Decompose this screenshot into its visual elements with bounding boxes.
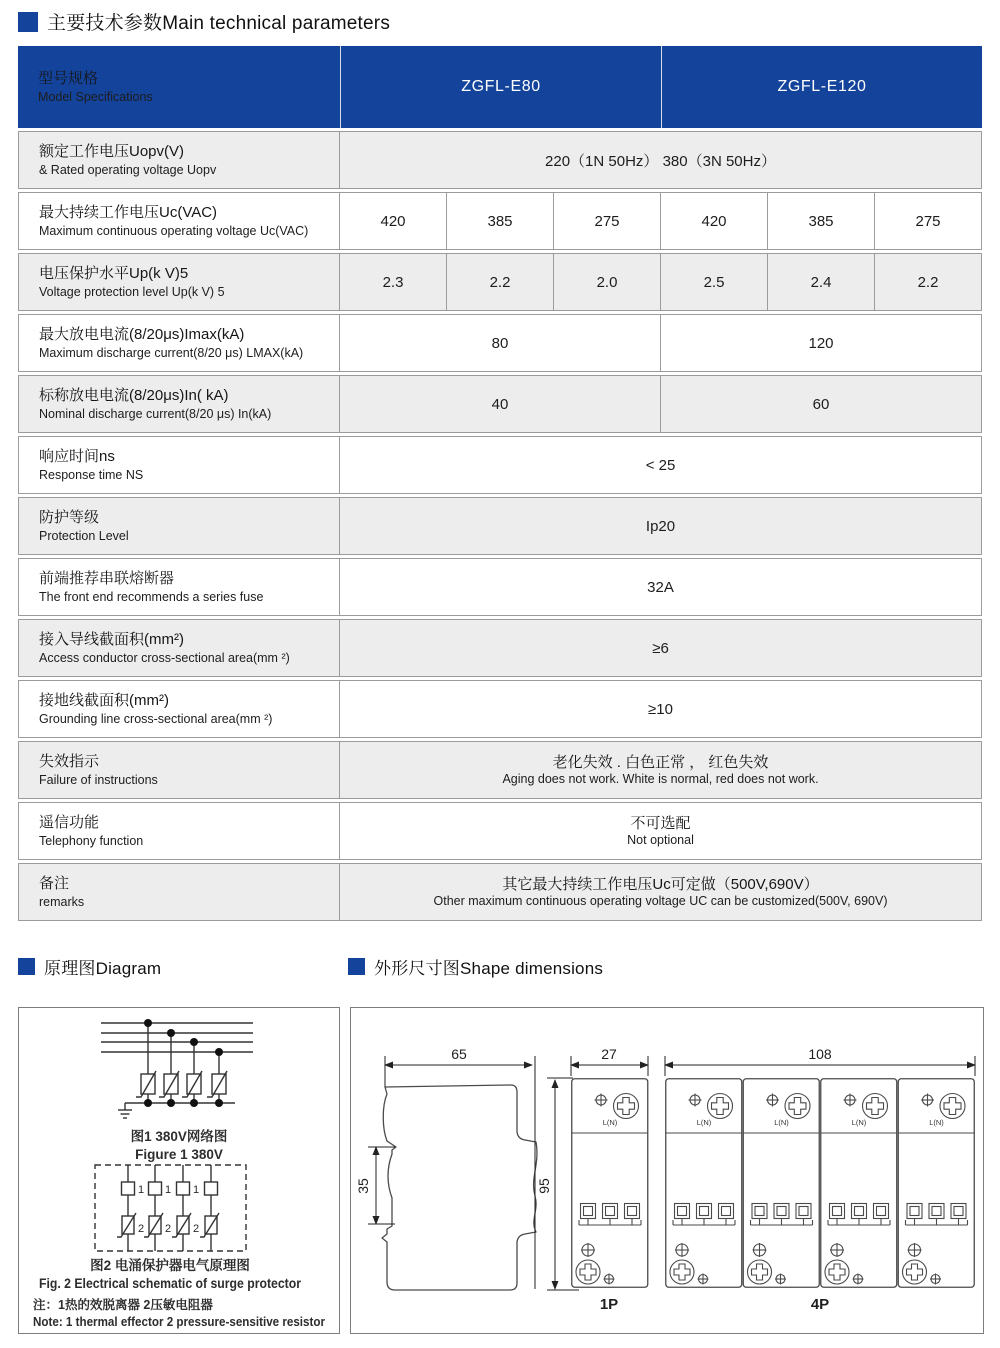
module-4p-1	[666, 1079, 742, 1288]
label-1p: 1P	[599, 1296, 619, 1313]
row-value: 385	[768, 192, 875, 250]
svg-text:1: 1	[138, 1184, 145, 1196]
varistor-icon	[136, 1071, 227, 1097]
main-section-title	[18, 8, 982, 35]
table-row	[18, 375, 982, 433]
row-label: 前端推荐串联熔断器 The front end recommends a series fuse	[18, 558, 340, 616]
diagram-note-en: Note: 1 thermal effector 2 pressure-sensitive resistor	[33, 1315, 326, 1329]
svg-text:2: 2	[165, 1223, 172, 1235]
row-value: 120	[661, 314, 982, 372]
table-row	[18, 741, 982, 799]
spec-table	[18, 43, 982, 924]
row-label: 额定工作电压Uopv(V) & Rated operating voltage Uopv	[18, 131, 340, 189]
row-value: 385	[447, 192, 554, 250]
row-value: 275	[875, 192, 982, 250]
table-row	[18, 192, 982, 250]
table-row	[18, 558, 982, 616]
shape-section-title	[348, 954, 982, 979]
side-profile-drawing	[382, 1085, 537, 1290]
table-row	[18, 131, 982, 189]
shape-dimensions-svg: L(N) 65 35 95 27 108 1P 4P	[351, 1008, 983, 1333]
row-value: 80	[340, 314, 661, 372]
table-header-row	[18, 46, 982, 128]
row-value: Ip20	[340, 497, 982, 555]
shape-dimensions-box	[350, 1007, 984, 1334]
page-title: 主要技术参数Main technical parameters	[47, 13, 391, 34]
row-label: 标称放电电流(8/20μs)In( kA) Nominal discharge current(8/20 μs) In(kA)	[18, 375, 340, 433]
row-label: 最大放电电流(8/20μs)Imax(kA) Maximum discharge current(8/20 μs) LMAX(kA)	[18, 314, 340, 372]
row-value: 275	[554, 192, 661, 250]
model-spec-header: 型号规格 Model Specifications	[18, 46, 340, 128]
row-value: 2.5	[661, 253, 768, 311]
table-row	[18, 802, 982, 860]
ground-icon	[118, 1103, 132, 1118]
row-value: 2.4	[768, 253, 875, 311]
row-value: < 25	[340, 436, 982, 494]
figure2-caption-en: Fig. 2 Electrical schematic of surge protector	[39, 1276, 302, 1291]
row-label: 最大持续工作电压Uc(VAC) Maximum continuous operating voltage Uc(VAC)	[18, 192, 340, 250]
row-label: 备注 remarks	[18, 863, 340, 921]
blue-square-bullet-icon	[18, 958, 35, 975]
row-value: 32A	[340, 558, 982, 616]
diagram-note-zh: 注：1热的效脱离器 2压敏电阻器	[33, 1298, 213, 1312]
dim-height-label: 95	[536, 1178, 552, 1194]
table-row	[18, 314, 982, 372]
diagram-section-title	[18, 954, 348, 979]
label-4p: 4P	[810, 1296, 830, 1313]
table-row	[18, 436, 982, 494]
row-value: 2.2	[875, 253, 982, 311]
row-value: ≥6	[340, 619, 982, 677]
diagram-title: 原理图Diagram	[44, 959, 162, 978]
table-row	[18, 619, 982, 677]
figure1-caption-zh: 图1 380V网络图	[130, 1129, 228, 1144]
shape-title: 外形尺寸图Shape dimensions	[374, 959, 604, 978]
dim-1p-width-label: 27	[601, 1046, 617, 1062]
row-value: 420	[340, 192, 447, 250]
table-row	[18, 680, 982, 738]
circuit-diagram-svg	[19, 1008, 339, 1333]
svg-text:2: 2	[138, 1223, 145, 1235]
row-value: 60	[661, 375, 982, 433]
row-value: 不可选配 Not optional	[340, 802, 982, 860]
module-4p-2	[743, 1079, 819, 1288]
row-value: 2.2	[447, 253, 554, 311]
svg-text:1: 1	[193, 1184, 200, 1196]
svg-text:2: 2	[193, 1223, 200, 1235]
row-value: 其它最大持续工作电压Uc可定做（500V,690V） Other maximum continuous operating voltage UC can be customized(500V, 690V)	[340, 863, 982, 921]
circuit-diagram-box	[18, 1007, 340, 1334]
dim-depth-label: 65	[451, 1046, 467, 1062]
figure1-caption-en: Figure 1 380V	[135, 1147, 223, 1162]
blue-square-bullet-icon	[18, 12, 38, 32]
table-row	[18, 863, 982, 921]
row-label: 响应时间ns Response time NS	[18, 436, 340, 494]
row-label: 遥信功能 Telephony function	[18, 802, 340, 860]
dim-clip-label: 35	[355, 1178, 371, 1194]
row-value: 40	[340, 375, 661, 433]
module-4p-4	[898, 1079, 974, 1288]
table-row	[18, 497, 982, 555]
row-value: 220（1N 50Hz） 380（3N 50Hz）	[340, 131, 982, 189]
dim-4p-width-label: 108	[808, 1046, 832, 1062]
row-label: 失效指示 Failure of instructions	[18, 741, 340, 799]
row-label: 接地线截面积(mm²) Grounding line cross-sectional area(mm ²)	[18, 680, 340, 738]
row-value: 老化失效 . 白色正常 ， 红色失效 Aging does not work. White is normal, red does not work.	[340, 741, 982, 799]
model-name-e120: ZGFL-E120	[661, 46, 982, 128]
row-label: 电压保护水平Up(k V)5 Voltage protection level Up(k V) 5	[18, 253, 340, 311]
row-label: 接入导线截面积(mm²) Access conductor cross-sectional area(mm ²)	[18, 619, 340, 677]
figure2-schematic	[95, 1165, 246, 1251]
row-value: ≥10	[340, 680, 982, 738]
figure2-caption-zh: 图2 电涌保护器电气原理图	[90, 1258, 250, 1273]
figure1-network-diagram	[101, 1019, 253, 1118]
row-value: 2.3	[340, 253, 447, 311]
model-name-e80: ZGFL-E80	[340, 46, 661, 128]
blue-square-bullet-icon	[348, 958, 365, 975]
svg-text:1: 1	[165, 1184, 172, 1196]
module-4p-3	[821, 1079, 897, 1288]
table-row	[18, 253, 982, 311]
row-value: 2.0	[554, 253, 661, 311]
row-label: 防护等级 Protection Level	[18, 497, 340, 555]
junction-dots	[144, 1019, 223, 1107]
row-value: 420	[661, 192, 768, 250]
module-1p	[572, 1079, 648, 1288]
